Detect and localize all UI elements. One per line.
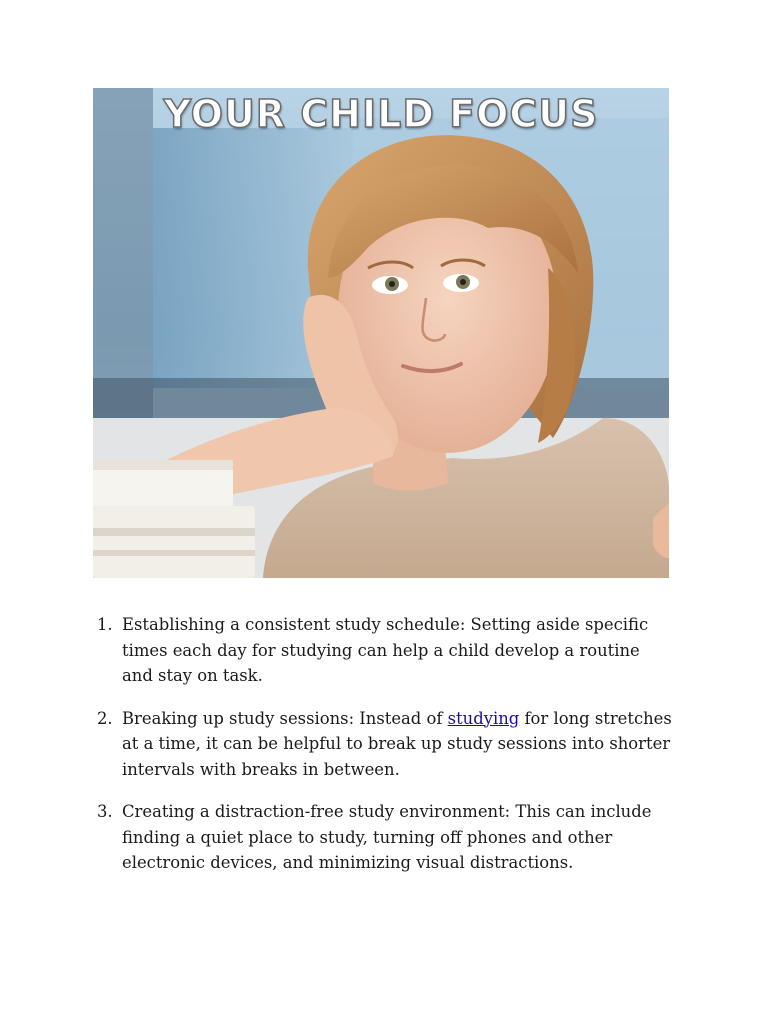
hero-title: YOUR CHILD FOCUS (163, 92, 599, 136)
list-item (93, 706, 673, 783)
list-item (93, 612, 673, 689)
list-item-number: 3. (97, 802, 113, 821)
list-item (93, 799, 673, 876)
studying-link[interactable]: studying (447, 708, 520, 728)
hero-image (93, 88, 669, 578)
list-item-number: 2. (97, 708, 113, 728)
list-item-number: 1. (97, 615, 113, 634)
list-item-text-after: for long stretches at a time, it can be helpful to break up study sessions into shorter intervals with breaks in between. (122, 708, 672, 779)
list-item-text-before: Breaking up study sessions: Instead of (122, 708, 448, 728)
list-item-text: Creating a distraction-free study environment: This can include finding a quiet place to study, turning off phones and other electronic devices, and minimizing visual distractions. (122, 802, 652, 872)
list-item-text: Establishing a consistent study schedule: Setting aside specific times each day for studying can help a child develop a routine and stay on task. (122, 615, 649, 685)
tips-list (93, 612, 673, 893)
child-thinking-photo (93, 88, 669, 578)
